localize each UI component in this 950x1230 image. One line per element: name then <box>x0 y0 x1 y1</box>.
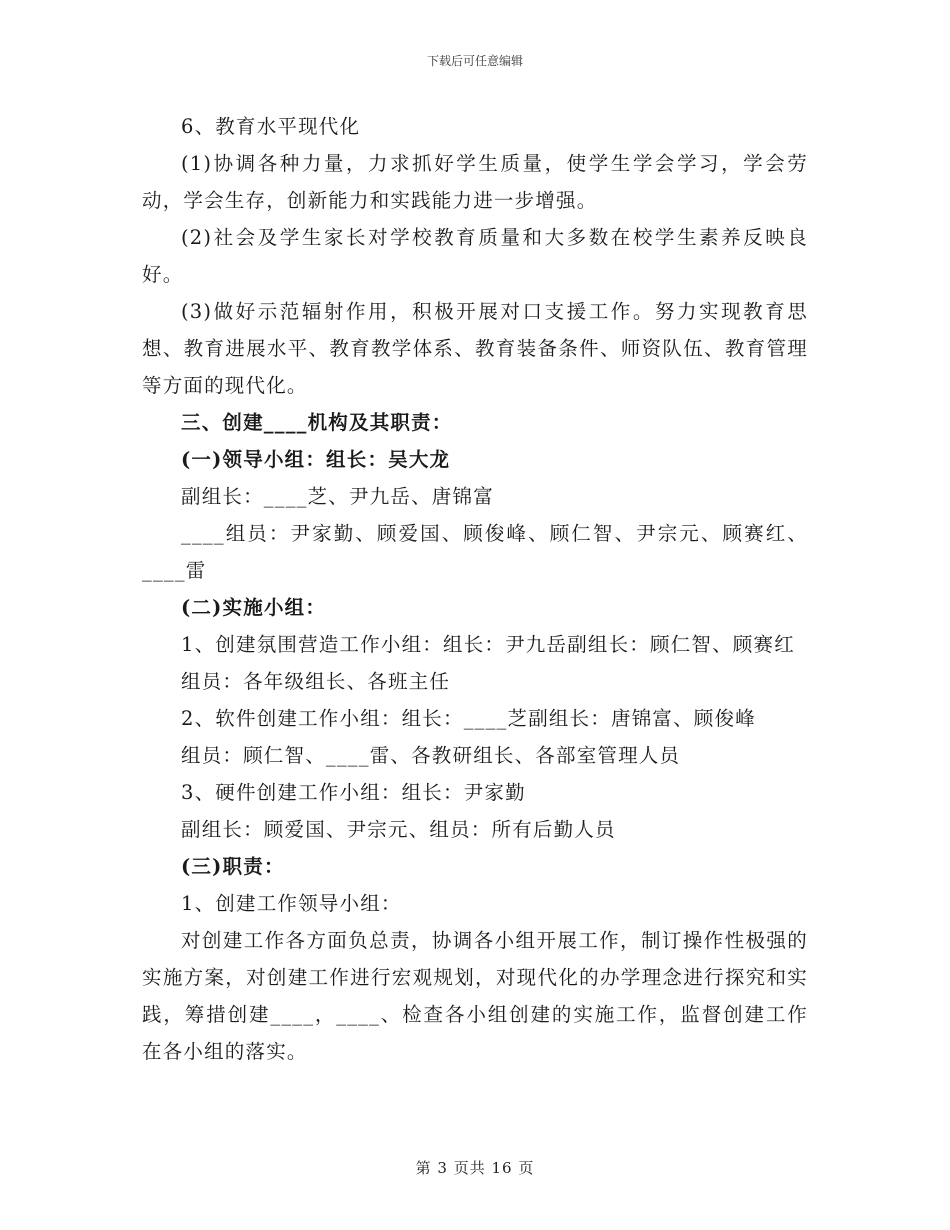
subsection-heading: (一)领导小组：组长：吴大龙 <box>181 448 451 471</box>
paragraph-item: 2、软件创建工作小组：组长：____芝副组长：唐锦富、顾俊峰 <box>181 707 756 730</box>
subsection-heading: (三)职责： <box>181 855 285 878</box>
paragraph-item: ____组员：尹家勤、顾爱国、顾俊峰、顾仁智、尹宗元、顾赛红、____雷 <box>142 522 808 582</box>
paragraph-item: (3)做好示范辐射作用，积极开展对口支援工作。努力实现教育思想、教育进展水平、教育教学体系、教育装备条件、师资队伍、教育管理等方面的现代化。 <box>142 300 808 397</box>
paragraph-item: (1)协调各种力量，力求抓好学生质量，使学生学会学习，学会劳动，学会生存，创新能力和实践能力进一步增强。 <box>142 152 808 212</box>
paragraph-item: 1、创建工作领导小组： <box>181 892 402 915</box>
paragraph-item: 组员：顾仁智、____雷、各教研组长、各部室管理人员 <box>181 744 681 767</box>
paragraph-item: 3、硬件创建工作小组：组长：尹家勤 <box>181 781 526 804</box>
paragraph-item: 组员：各年级组长、各班主任 <box>181 670 451 693</box>
page-header-note: 下载后可任意编辑 <box>426 54 523 68</box>
paragraph-item: (2)社会及学生家长对学校教育质量和大多数在校学生素养反映良好。 <box>142 226 808 286</box>
paragraph-item: 副组长：____芝、尹九岳、唐锦富 <box>181 485 494 508</box>
paragraph-item: 6、教育水平现代化 <box>181 115 361 138</box>
paragraph-item: 副组长：顾爱国、尹宗元、组员：所有后勤人员 <box>181 818 616 841</box>
section-heading: 三、创建____机构及其职责： <box>181 411 453 434</box>
subsection-heading: (二)实施小组： <box>181 596 327 619</box>
paragraph-item: 1、创建氛围营造工作小组：组长：尹九岳副组长：顾仁智、顾赛红 <box>181 633 795 656</box>
paragraph-item: 对创建工作各方面负总责，协调各小组开展工作，制订操作性极强的实施方案，对创建工作进行宏观规划，对现代化的办学理念进行探究和实践，筹措创建____，____、检查各小组创建的实施工作，监督创建工作在各小组的落实。 <box>142 929 808 1063</box>
page-number-footer: 第 3 页共 16 页 <box>415 1159 535 1177</box>
document-body <box>142 108 808 1070</box>
